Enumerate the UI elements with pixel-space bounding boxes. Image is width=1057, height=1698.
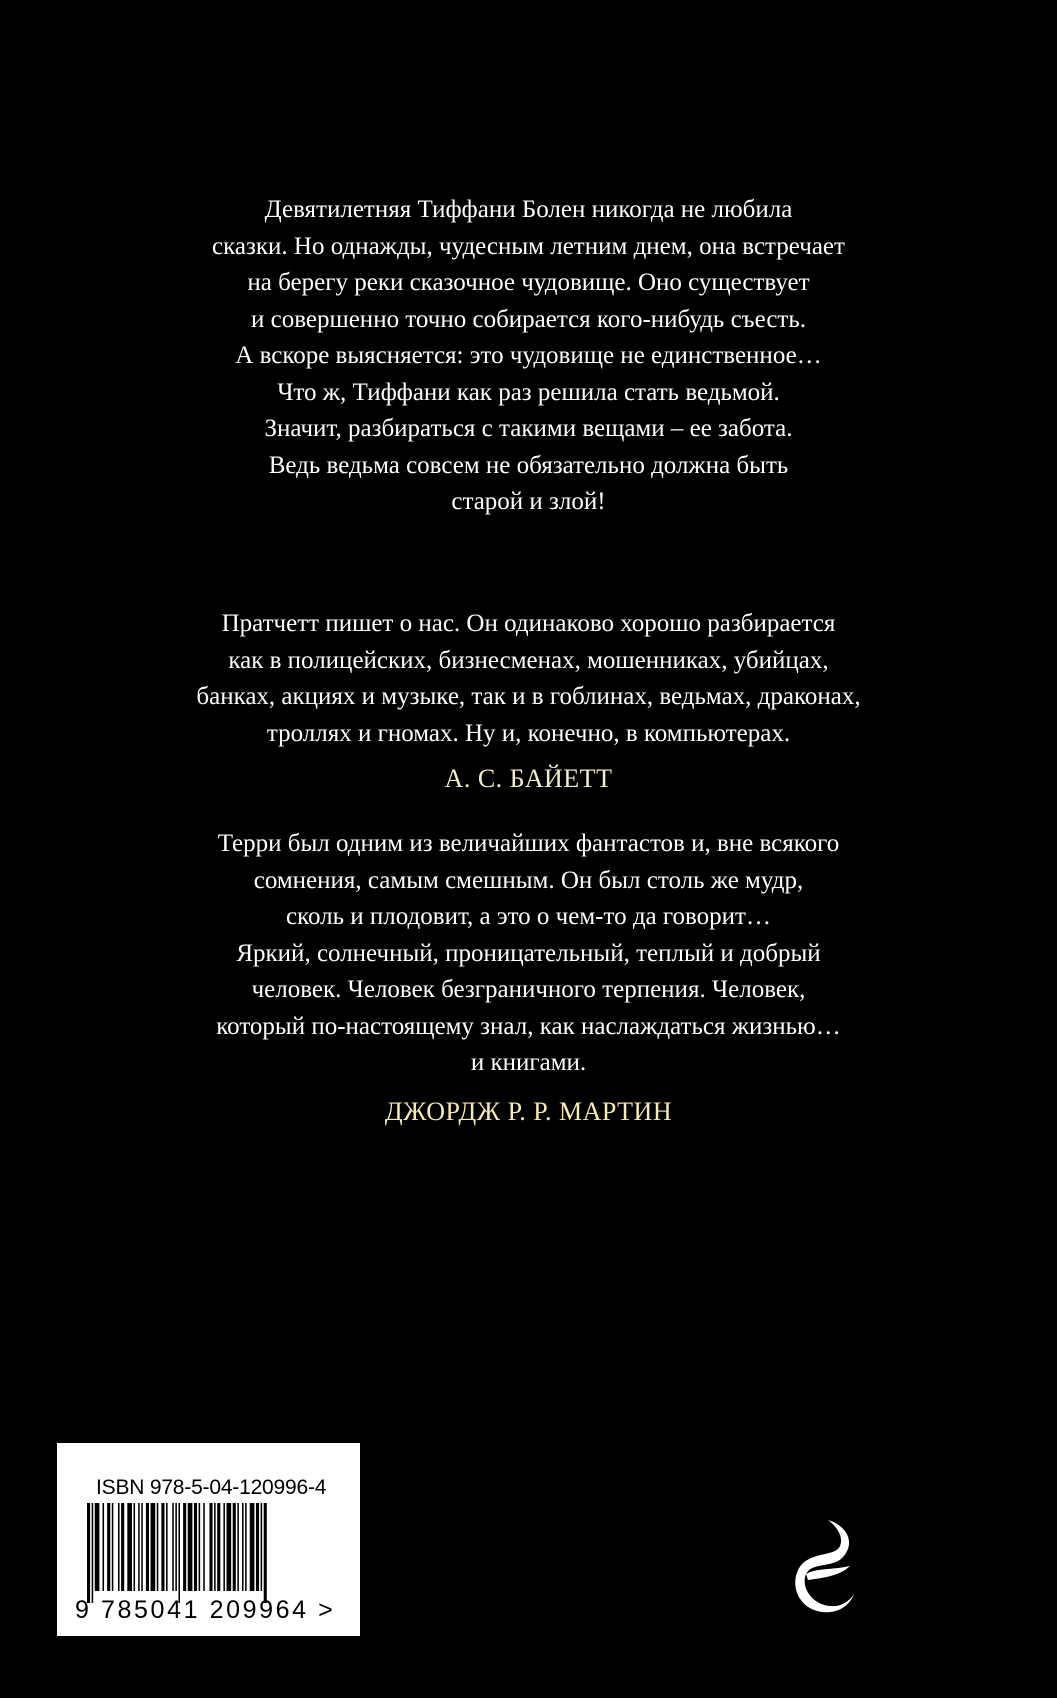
blurb-line: и совершенно точно собирается кого-нибудь съесть. — [250, 305, 807, 333]
quote-author-martin: ДЖОРДЖ Р. Р. МАРТИН — [384, 1097, 673, 1126]
barcode-bar — [151, 1503, 156, 1591]
blurb-line: Значит, разбираться с такими вещами – ее забота. — [264, 415, 793, 442]
barcode-bar — [127, 1503, 132, 1591]
barcode-bar — [223, 1503, 225, 1591]
barcode-bar — [92, 1503, 94, 1603]
byatt-quote — [0, 606, 1057, 752]
quote-line: как в полицейских, бизнесменах, мошенниках, убийцах, — [228, 646, 829, 674]
blurb-line: старой и злой! — [451, 488, 606, 515]
barcode-bar — [256, 1503, 259, 1591]
barcode-bar — [242, 1503, 244, 1591]
barcode-bar — [87, 1503, 90, 1603]
barcode-bar — [134, 1503, 136, 1591]
blurb-line: Что ж, Тиффани как раз решила стать ведьмой. — [277, 378, 780, 406]
barcode-bar — [146, 1503, 149, 1591]
quote-author-byatt: А. С. БАЙЕТТ — [444, 764, 613, 793]
quote-line: Яркий, солнечный, проницательный, теплый и добрый — [236, 939, 821, 967]
barcode-bar — [264, 1503, 267, 1603]
barcode-bar — [95, 1503, 100, 1591]
barcode-bar — [199, 1503, 201, 1591]
barcode-bar — [141, 1503, 143, 1591]
barcode-bar — [194, 1503, 197, 1591]
blurb-line: Девятилетняя Тиффани Болен никогда не любила — [264, 196, 793, 223]
barcode-bar — [175, 1503, 177, 1591]
barcode-bar — [250, 1503, 255, 1591]
barcode-bar — [227, 1503, 232, 1591]
barcode-bar — [172, 1503, 174, 1591]
barcode-bar — [121, 1503, 124, 1591]
blurb-line: на берегу реки сказочное чудовище. Оно существует — [247, 269, 810, 296]
barcode-bar — [178, 1503, 180, 1603]
quote-line: человек. Человек безграничного терпения. Человек, — [251, 976, 806, 1003]
barcode-bar — [166, 1503, 168, 1591]
blurb-line: А вскоре выясняется: это чудовище не единственное… — [235, 342, 822, 369]
quote-line: Пратчетт пишет о нас. Он одинаково хорошо разбирается — [221, 610, 836, 637]
isbn-barcode — [57, 1443, 360, 1636]
blurb-line: Ведь ведьма совсем не обязательно должна быть — [268, 451, 789, 479]
barcode-digits: 9 785041 209964 > — [75, 1596, 336, 1624]
barcode-bar — [188, 1503, 193, 1591]
barcode-bar — [217, 1503, 220, 1591]
quote-line: сколь и плодовит, а это о чем-то да говорит… — [286, 903, 771, 930]
eksmo-logo-icon — [792, 1516, 860, 1616]
barcode-bar — [237, 1503, 239, 1591]
isbn-number: ISBN 978-5-04-120996-4 — [96, 1476, 327, 1499]
blurb-line: сказки. Но однажды, чудесным летним днем, она встречает — [212, 232, 845, 260]
quote-line: и книгами. — [470, 1049, 587, 1076]
barcode-bar — [157, 1503, 159, 1591]
barcode-bar — [138, 1503, 140, 1591]
martin-quote — [0, 826, 1057, 1082]
barcode-bar — [103, 1503, 105, 1591]
quote-line: банках, акциях и музыке, так и в гоблинах, ведьмах, драконах, — [196, 683, 861, 710]
barcode-bar — [112, 1503, 114, 1591]
quote-line: сомнения, самым смешным. Он был столь же мудр, — [253, 866, 804, 894]
barcode-bar — [118, 1503, 120, 1591]
barcode-bar — [214, 1503, 216, 1591]
book-blurb — [0, 192, 1057, 521]
barcode-bar — [209, 1503, 212, 1591]
barcode-bar — [183, 1503, 186, 1591]
barcode-bar — [245, 1503, 247, 1591]
barcode-bar — [261, 1503, 263, 1591]
barcode-bar — [233, 1503, 236, 1591]
quote-line: который по-настоящему знал, как наслаждаться жизнью… — [216, 1012, 841, 1040]
quote-line: троллях и гномах. Ну и, конечно, в компьютерах. — [266, 719, 791, 747]
barcode-bar — [107, 1503, 110, 1591]
quote-line: Терри был одним из величайших фантастов и, вне всякого — [217, 830, 840, 857]
barcode-bar — [203, 1503, 205, 1591]
barcode-bars — [87, 1503, 323, 1603]
barcode-bar — [161, 1503, 164, 1591]
